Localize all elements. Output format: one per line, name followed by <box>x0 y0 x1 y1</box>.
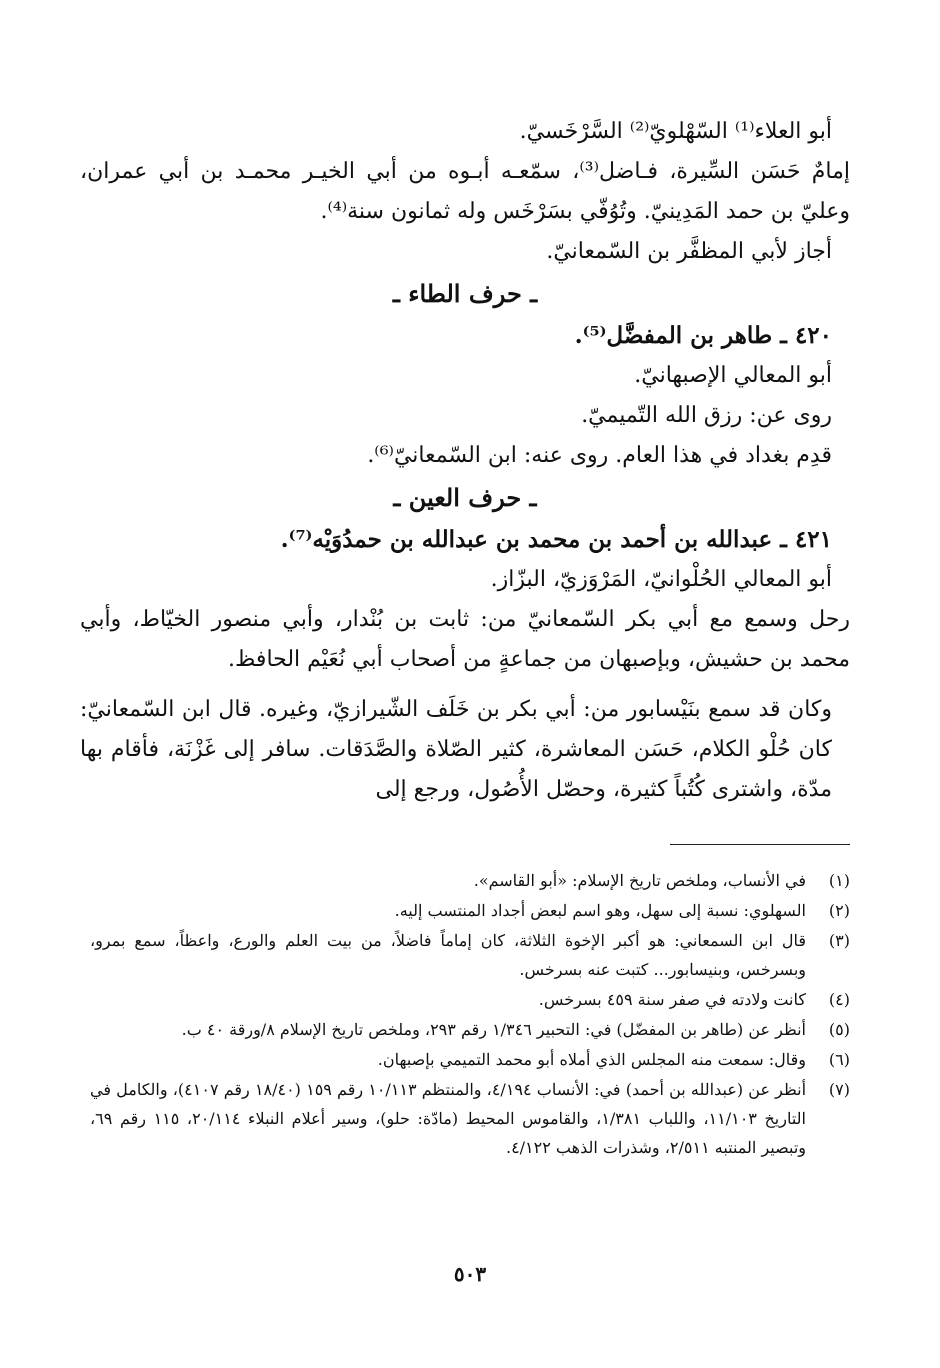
footnote-number: (١) <box>828 871 850 890</box>
section-heading-ain: ـ حرف العين ـ <box>393 483 537 512</box>
paragraph-name-line: أبو العلاء⁽¹⁾ السّهْلويّ⁽²⁾ السَّرْخَسيّ. <box>519 119 832 144</box>
paragraph-biography: إمامٌ حَسَن السِّيرة، فـاضل⁽³⁾، سمّعـه أبـوه من أبي الخيـر محمـد بن أبي عمران، وعليّ بن حمد المَدِينيّ. وتُوُفّي بسَرْخَس وله ثمانون سنة⁽⁴⁾. <box>80 159 850 224</box>
footnote-text: أنظر عن (عبدالله بن أحمد) في: الأنساب ٤/١٩٤، والمنتظم ١٠/١١٣ رقم ١٥٩ (١٨/٤٠ رقم ٤١٠٧)، والكامل في التاريخ ١١/١٠٣، واللباب ١/٣٨١، والقاموس المحيط (مادّة: حلو)، وسير أعلام النبلاء ٢٠/١١٤، ١١٥ رقم ٦٩، وتبصير المنتبه ٢/٥١١، وشذرات الذهب ٤/١٢٢. <box>90 1080 807 1157</box>
entry-heading-421: ٤٢١ ـ عبدالله بن أحمد بن محمد بن عبدالله بن حمدُوَيْه⁽⁷⁾. <box>280 526 832 553</box>
footnote-text: السهلوي: نسبة إلى سهل، وهو اسم لبعض أجداد المنتسب إليه. <box>394 901 806 920</box>
footnote-text: قال ابن السمعاني: هو أكبر الإخوة الثلاثة، كان إماماً فاضلاً، من بيت العلم والورع، واعظاً، سمع بمرو، وبسرخس، وبنيسابور... كتبت عنه بسرخس. <box>90 931 806 979</box>
footnote-number: (٦) <box>828 1050 850 1069</box>
entry-heading-420: ٤٢٠ ـ طاهر بن المفضَّل⁽⁵⁾. <box>574 322 832 349</box>
footnote-item <box>90 1015 850 1044</box>
footnote-number: (٣) <box>828 931 850 950</box>
footnote-item <box>90 1075 850 1162</box>
footnote-text: وقال: سمعت منه المجلس الذي أملاه أبو محمد التميمي بإصبهان. <box>377 1050 806 1069</box>
main-text <box>80 112 850 810</box>
section-heading-ta: ـ حرف الطاء ـ <box>392 279 538 308</box>
footnote-item <box>90 866 850 895</box>
paragraph-travel-421: رحل وسمع مع أبي بكر السّمعانيّ من: ثابت بن بُنْدار، وأبي منصور الخيّاط، وأبي محمد بن حشيش، وبإصبهان من جماعةٍ من أصحاب أبي نُعَيْم الحافظ. <box>80 607 850 672</box>
footnote-text: كانت ولادته في صفر سنة ٤٥٩ بسرخس. <box>538 990 806 1009</box>
footnote-item <box>90 896 850 925</box>
paragraph-ijaza: أجاز لأبي المظفَّر بن السّمعانيّ. <box>546 239 832 264</box>
footnote-number: (٧) <box>828 1080 850 1099</box>
paragraph-arrival-420: قدِم بغداد في هذا العام. روى عنه: ابن السّمعانيّ⁽⁶⁾. <box>367 443 832 468</box>
paragraph-narrated-from-420: روى عن: رزق الله التّميميّ. <box>581 403 832 428</box>
footnote-number: (٢) <box>828 901 850 920</box>
footnote-divider <box>670 844 850 845</box>
footnote-item <box>90 1045 850 1074</box>
footnote-text: في الأنساب، وملخص تاريخ الإسلام: «أبو القاسم». <box>473 871 806 890</box>
footnotes <box>90 866 850 1163</box>
footnote-text: أنظر عن (طاهر بن المفضّل) في: التحبير ١/٣٤٦ رقم ٢٩٣، وملخص تاريخ الإسلام ٨/ورقة ٤٠ ب. <box>181 1020 806 1039</box>
footnote-number: (٤) <box>828 990 850 1009</box>
paragraph-kunya-421: أبو المعالي الحُلْوانيّ، المَرْوَزيّ، البزّاز. <box>490 567 832 592</box>
footnote-item <box>90 985 850 1014</box>
footnote-number: (٥) <box>828 1020 850 1039</box>
footnote-item <box>90 926 850 984</box>
paragraph-hearing-421: وكان قد سمع بنَيْسابور من: أبي بكر بن خَلَف الشّيرازيّ، وغيره. قال ابن السّمعانيّ: كان حُلْو الكلام، حَسَن المعاشرة، كثير الصّلاة والصَّدَقات. سافر إلى غَزْنَة، فأقام بها مدّة، واشترى كُتُباً كثيرة، وحصّل الأُصُول، ورجع إلى <box>80 697 832 802</box>
page-number: ٥٠٣ <box>453 1262 487 1286</box>
paragraph-kunya-420: أبو المعالي الإصبهانيّ. <box>634 363 832 388</box>
